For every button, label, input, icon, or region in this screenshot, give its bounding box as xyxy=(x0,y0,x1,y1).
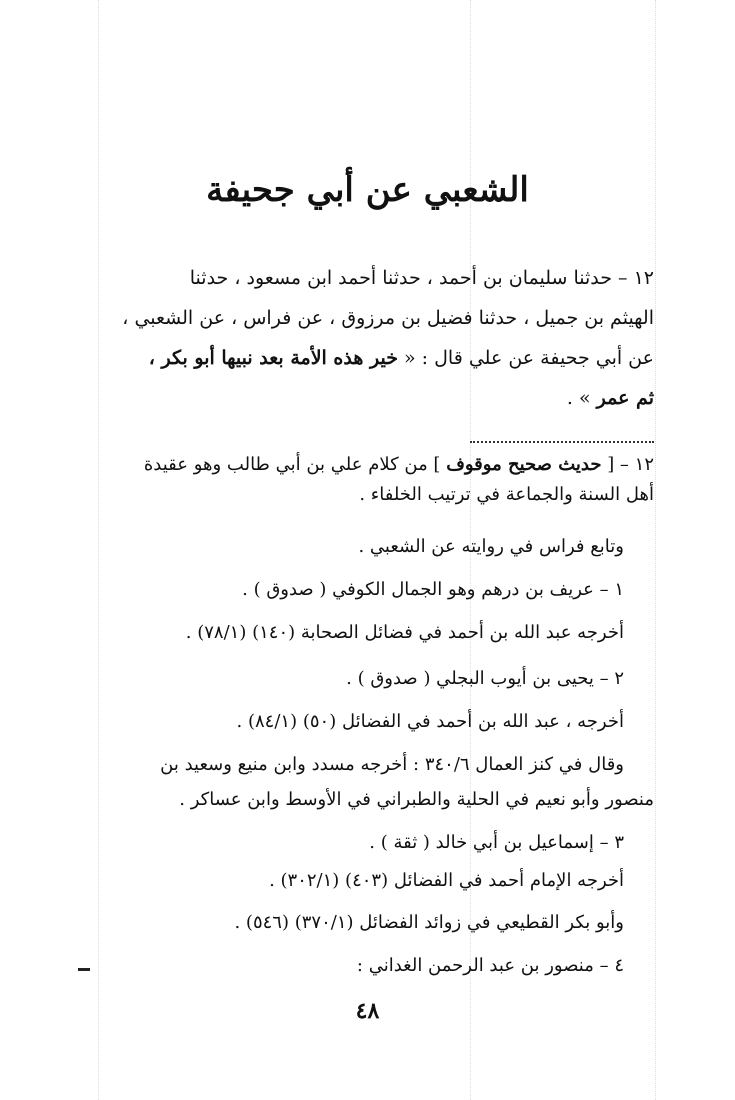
note-line: أخرجه ، عبد الله بن أحمد في الفضائل (٥٠) (٨٤/١) . xyxy=(236,711,624,732)
chapter-title: الشعبي عن أبي جحيفة xyxy=(206,170,529,210)
note-line: وأبو بكر القطيعي في زوائد الفضائل (٣٧٠/١) (٥٤٦) . xyxy=(234,912,624,933)
hadith-line xyxy=(98,338,654,378)
note-line: ١ – عريف بن درهم وهو الجمال الكوفي ( صدوق ) . xyxy=(242,579,624,600)
note-line: أخرجه عبد الله بن أحمد في فضائل الصحابة (١٤٠) (٧٨/١) . xyxy=(185,622,624,643)
hadith-line-bold: ثم عمر xyxy=(596,387,654,409)
hadith-line xyxy=(98,378,654,418)
hadith-line: ١٢ – حدثنا سليمان بن أحمد ، حدثنا أحمد ابن مسعود ، حدثنا xyxy=(189,267,654,289)
hadith-line: الهيثم بن جميل ، حدثنا فضيل بن مرزوق ، عن فراس ، عن الشعبي ، xyxy=(122,307,654,329)
hadith-line-bold: خير هذه الأمة بعد نبيها أبو بكر ، xyxy=(148,347,398,369)
commentary-text xyxy=(98,450,654,510)
margin-mark xyxy=(78,968,90,971)
note-line: ٣ – إسماعيل بن أبي خالد ( ثقة ) . xyxy=(369,832,624,853)
note-line: منصور وأبو نعيم في الحلية والطبراني في الأوسط وابن عساكر . xyxy=(179,789,654,810)
note-line: ٢ – يحيى بن أيوب البجلي ( صدوق ) . xyxy=(346,668,624,689)
page-number: ٤٨ xyxy=(355,998,380,1024)
scan-guide xyxy=(98,0,99,1100)
scan-guide xyxy=(655,0,656,1100)
commentary-rest: ] من كلام علي بن أبي طالب وهو عقيدة xyxy=(143,454,441,475)
commentary-grade: حديث صحيح موقوف xyxy=(446,454,602,475)
commentary-line: أهل السنة والجماعة في ترتيب الخلفاء . xyxy=(359,484,654,505)
note-line: أخرجه الإمام أحمد في الفضائل (٤٠٣) (٣٠٢/١) . xyxy=(269,870,624,891)
hadith-line-plain: عن أبي جحيفة عن علي قال : « xyxy=(404,347,654,369)
footnote-divider xyxy=(470,441,654,443)
note-line: وقال في كنز العمال ٣٤٠/٦ : أخرجه مسدد وابن منيع وسعيد بن xyxy=(160,754,624,775)
commentary-num: ١٢ – [ xyxy=(607,454,654,475)
note-line: وتابع فراس في روايته عن الشعبي . xyxy=(358,536,624,557)
hadith-text xyxy=(98,258,654,418)
commentary-line xyxy=(98,450,654,480)
hadith-line-plain: » . xyxy=(566,387,591,409)
note-line: ٤ – منصور بن عبد الرحمن الغداني : xyxy=(356,955,624,976)
